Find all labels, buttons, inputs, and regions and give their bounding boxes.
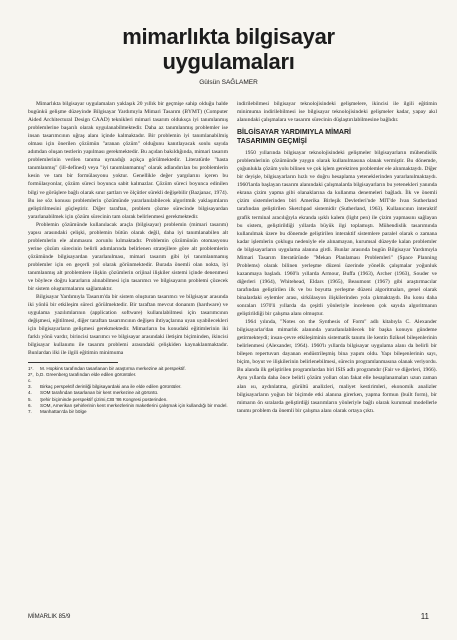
footnotes — [28, 366, 228, 416]
title-line-1: mimarlıkta bilgisayar — [122, 24, 335, 49]
footnote-number: 4. — [28, 390, 32, 396]
footnote-number: 1*. — [28, 365, 34, 371]
footnote-text: M. Hopkins tarafından tasarlanan bir araştırma merkezine ait perspektif. — [40, 365, 186, 371]
body-paragraph: Mimarlıkta bilgisayar uygulamaları yaklaşık 20 yıllık bir geçmişe sahip olduğu halde bugünkü gelişme düzeyinde Bilgisayar Yardımıyla Mimari Tasarım (BYMT) (Computer Aided Architectural Design CAAD) teknikleri mimari tasarım olduksça iyi tanımlanmış problemlerine başarılı olarak uygulanabilmektedir. Daha az tanımlanmış problemler ise insan tasarımcının uğraş alanı içinde kalmaktadır. Bir problemin iyi tanımlanabilmiş olması için önerilen çözümün "aranan çözüm" olduğunu kanıtlayacak sonlu sayıda adımdan oluşan testlerin yapılması gerekmektedir. Bu açıdan bakıldığında, mimari tasarım problemlerinin verilen tanıma uymadığı açıkça görülmektedir. Literatürde "hasta tanımlanmış" (ill-defined) veya "iyi tanımlanmamış" olarak adlandırılan bu problemlerin kesin ve tam bir formülasyonu yoktur. Genellikle değer yargılarını içeren bu formülasyonlar, çözüm süreci boyunca sabit kalmazlar. Çözüm süreci boyunca edinilen bilgi ve görüşlere bağlı olarak sınır şartları ve ölçütler sürekli değişebilir (Bazjanac, 1974). Bu ise söz konusu problemlerin çözümünde yararlanılabilecek algoritmik yaklaşımların geliştirilmesini güçleştirir. Diğer taraftan, problem çözme sürecinde bilgisayardan yararlanabilmek için çözüm sürecinin tam olarak belirlenmesi gerekmektedir. — [28, 101, 228, 220]
title-line-2: uygulamaları — [162, 49, 295, 74]
body-paragraph: Problemin çözümünde kullanılacak araçla (bilgisayar) problemin (mimari tasarım) yapısı arasındaki çelişki, problemin bütün olarak değil, daha iyi tanımlanabilen alt problemlerin ele alınmasını zorunlu kılmaktadır. Problemin çözümünün otomasyonu yerine çözüm sürecinin belirli adımlarında belirlenen stratejilere göre alt problemlerin çözümünde bilgisayardan yararlanılması, mimari tasarım gibi iyi tanımlanmamış problemler için en geçerli yol olarak görünmektedir. Burada önemli olan nokta, iyi tanımlanmış alt problemlere ilişkin çözümlerin orijinal ilişkiler sistemi içinde denenmesi ve böylece doğru kararların alınabilmesi için tasarımcı ve bilgisayarın problemi çözecek bir sistem oluşturmalarını sağlamaktır. — [28, 221, 228, 293]
body-paragraph: Bilgisayar Yardımıyla Tasarım'da bir sistem oluşturan tasarımcı ve bilgisayar arasında iki yönlü bir etkileşim süreci görülmektedir. Bir taraftan mevcut donanım (hardware) ve uygulama yazılımlarının (application software) kullanılabilmesi için tasarımcının değişmesi, eğitilmesi, diğer taraftan tasarımcının değişen ihtiyaçlarına uyan uyabilecekleri için bilgisayarların gelişmesi gerekmektedir. Mimarların bu konudaki eğitimlerinin iki farklı yönü vardır, birincisi tasarımcı ve bilgisayar arasındaki iletişim biçiminden, ikincisi bilgisayar kullanımı ile tasarım problemi arasındaki çelişkiden kaynaklanmaktadır. Bunlardan ilki ile ilgili eğitimin minimuma — [28, 294, 228, 357]
journal-issue: MİMARLIK 85/9 — [28, 614, 71, 620]
right-column — [237, 100, 437, 415]
footnote-text: Şehir biçiminde perspektif çizimi,CIB '86 Kongresi posterinden. — [40, 396, 168, 402]
body-paragraph: 1964 yılında, "Notes on the Synthesis of Form" adlı kitabıyla C. Alexander bilgisayarlar'dan mimarlık alanında yararlanılabilecek bir başka konuyu gündeme getirmekteydi; insan-çevre etkileşiminin sistematik tanımı ile kentin fiziksel bileşenlerinin belirlenmesi (Alexander, 1964). 1960'lı yıllarda bilgisayar uygulama alanı da belirli bir bileşen repertuvarı dayanan endüstrileşmiş bina yapım oldu. Yapı bileşenlerinin sayı, biçim, boyut ve ilişkilerinin belirlenebilmesi, sürecin programlanmasına olanak veriyordu. Bu alanda ilk geliştirilen programlardan biri ISIS adlı programdır (Fair ve diğerleri, 1966). Aynı yıllarda daha önce belirli çözüm yolları olan fakat elle hesaplanamaları uzun zaman alan ısı, aydınlatma, gürültü analizleri, maliyet kestirimleri, ekonomik analizler bilgisayarların yoğun bir biçimde etki alanına girerken, yapma formun (built form), bir mimarın ön sıralarda geliştirdiği tasarımların yönleriyle bağlı olarak kurumsal modellerle tanımı problem da önemli bir çalışma alanı olarak ortaya çıktı. — [237, 319, 437, 414]
section-heading — [237, 128, 437, 146]
footnote-text: Birkaç perspektif derinliği bilgisayardaki ana ile elde edilen görüntüler. — [40, 384, 182, 390]
page-number: 11 — [420, 612, 429, 621]
footnote-number: 3. — [28, 384, 32, 390]
left-column — [28, 100, 228, 415]
footnote-text: Manhattan'da bir bölge — [40, 408, 87, 414]
body-paragraph: indirilebilmesi bilgisayar teknolojisindeki gelişmelere, ikincisi ile ilgili eğitimin minimuma indirilebilmesi ise bilgisayar teknolojisindeki gelişmeler kadar, yapay akıl alanındaki çalışmalara ve tasarım sürecinin düşlaştırılabilmesine bağlıdır. — [237, 101, 437, 124]
article-title — [40, 24, 417, 74]
footnote-text: SOM, Amerikan şehirlerinin kent merkezlerinin maketlerini çalışmak için kullandığı bir model. — [40, 402, 228, 408]
page-footer — [28, 614, 429, 621]
footnote-number: 6. — [28, 402, 32, 408]
footnote-item — [28, 409, 228, 415]
footnote-number: 5. — [28, 396, 32, 402]
footnote-item — [28, 372, 228, 384]
body-paragraph: 1950 yıllarında bilgisayar teknolojisindeki gelişmeler bilgisayarların mühendislik problemlerinin çözümünde yaygın olarak kullanılmasına olanak vermiştir. Bu dönemde, çoğunlukla çözüm yolu bilinen ve çok işlem gerektiren problemler ele alınmaktaydı. Diğer bir deyişle, bilgisayarların hızlı ve doğru hesaplama yeteneklerinden yararlanılmaktaydı. 1960'larda başlayan tasarım alanındaki çalışmalarda bilgisayarların bu yetenekleri yanında ekrana çizim yapma gibi olanaklarına da kullanma denemeleri bağladı. İlk ve önemli çizim sistemlerinden biri Amerika Birleşik Devletleri'nde MIT'de Ivan Sutherland tarafından geliştirilen Sketchpad sistemidir (Sutherland, 1963). Kullanıcının interaktif grafik terminal aracılığıyla ekranda ışıklı kalem (light pen) ile çizim yapmasını sağlayan bu sistem, geliştirildiği yıllarda büyük ilgi toplamıştı. Mühendislik tasarımında kullanılmak üzere bu dönemde geliştirilen interaktif sistemlere paralel olarak o zamana kadar işlemlerin çoklugu nedeniyle ele alınamayan, kurumsal düzeyde kalan problemler de bilgisayarların uygulama alanına girdi. Bunlar arasında bugün Bilgisayar Yardımıyla Mimari Tasarım literatüründe "Mekan Planlaması Problemleri" (Space Planning Problems) olarak bilinen yerleşme düzeni üzerinde yönelik çalışmalar yoğunluk kazanmaya başladı. 1960'lı yıllarda Armour, Buffa (1963), Archer (1963), Souder ve diğerleri (1964), Whitehead, Eldars (1965), Beaumont (1967) gibi araştırmacılar tarafından geliştirilen ilk ve bu boyutta yerleşme düzeni algoritmaları, genel olarak binalardaki eylemler arası, sirkülasyon ilişkilerinden yola çıkmaktaydı. Bu konu daha sonraları 1970'li yıllarda da çeşitli yönleriyle incelenen çok sayıda algoritmanın geliştirildiği bir çalışma alanı olmuştur. — [237, 150, 437, 318]
article-author: Gülsün SAĞLAMER — [199, 79, 258, 86]
footnote-number: 2*, b, c. — [28, 371, 40, 383]
footnote-divider — [28, 362, 118, 363]
section-heading-line-2: TASARIMIN GEÇMİŞİ — [237, 138, 307, 146]
footnote-text: D. Greenberg tarafından elde edilen görüntüler. — [40, 371, 137, 377]
section-heading-line-1: BİLGİSAYAR YARDIMIYLA MİMARİ — [237, 129, 351, 137]
footnote-number: 7. — [28, 408, 32, 414]
footnote-text: SOM tarafından tasarlanan bir kent merkezine ait görüntü. — [40, 390, 159, 396]
article-header — [40, 24, 417, 86]
